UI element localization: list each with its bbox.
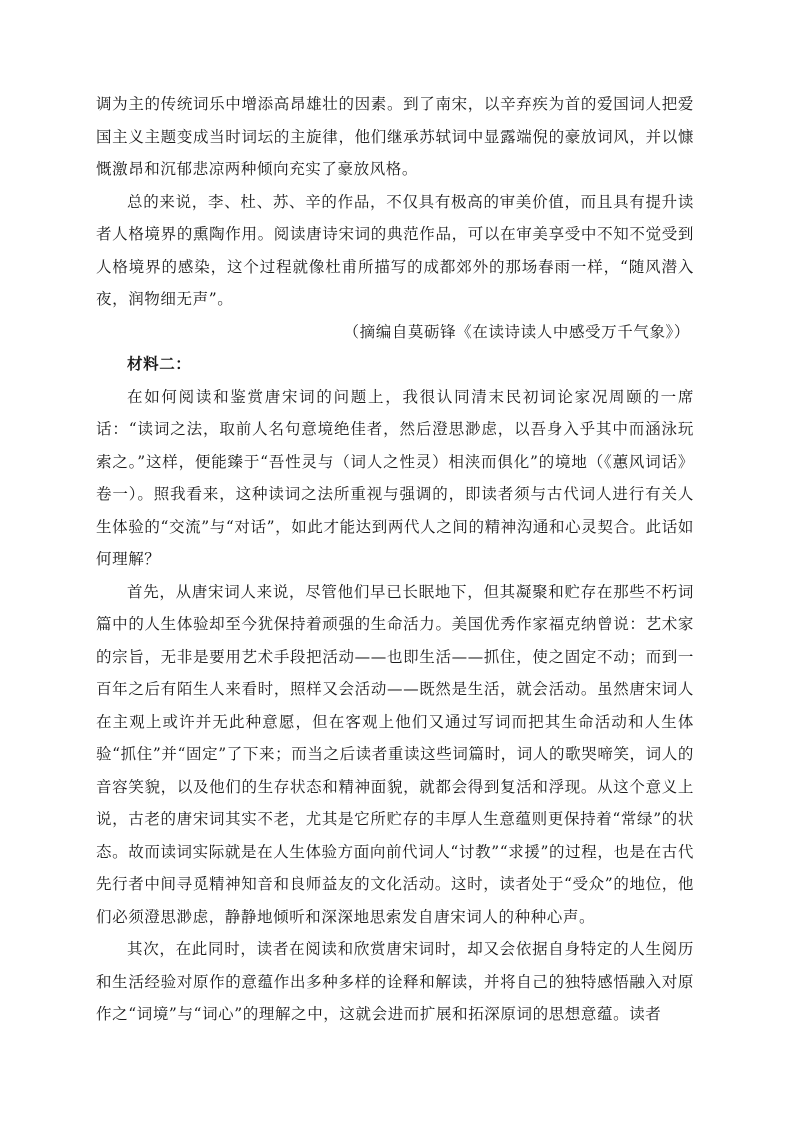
paragraph-first-point: 首先，从唐宋词人来说，尽管他们早已长眠地下，但其凝聚和贮存在那些不朽词篇中的人生体验却至今犹保持着顽强的生命活力。美国优秀作家福克纳曾说：艺术家的宗旨，无非是要用艺术手段把活动——也即生活——抓住，使之固定不动；而到一百年之后有陌生人来看时，照样又会活动——既然是生活，就会活动。虽然唐宋词人在主观上或许并无此种意愿，但在客观上他们又通过写词而把其生命活动和人生体验“抓住”并“固定”了下来；而当之后读者重读这些词篇时，词人的歌哭啼笑，词人的音容笑貌，以及他们的生存状态和精神面貌，就都会得到复活和浮现。从这个意义上说，古老的唐宋词其实不老，尤其是它所贮存的丰厚人生意蕴则更保持着“常绿”的状态。故而读词实际就是在人生体验方面向前代词人“讨教”“求援”的过程，也是在古代先行者中间寻觅精神知音和良师益友的文化活动。这时，读者处于“受众”的地位，他们必须澄思渺虑，静静地倾听和深深地思索发自唐宋词人的种种心声。 <box>96 582 694 926</box>
section-heading: 材料二： <box>127 355 192 373</box>
paragraph-summary: 总的来说，李、杜、苏、辛的作品，不仅具有极高的审美价值，而且具有提升读者人格境界的熏陶作用。阅读唐诗宋词的典范作品，可以在审美享受中不知不觉受到人格境界的感染，这个过程就像杜甫所描写的成都郊外的那场春雨一样，“随风潜入夜，润物细无声”。 <box>96 192 694 308</box>
paragraph-second-point: 其次，在此同时，读者在阅读和欣赏唐宋词时，却又会依据自身特定的人生阅历和生活经验对原作的意蕴作出多种多样的诠释和解读，并将自己的独特感悟融入对原作之“词境”与“词心”的理解之中，这就会进而扩展和拓深原词的思想意蕴。读者 <box>96 940 694 1023</box>
paragraph-continued: 调为主的传统词乐中增添高昂雄壮的因素。到了南宋，以辛弃疾为首的爱国词人把爱国主义主题变成当时词坛的主旋律，他们继承苏轼词中显露端倪的豪放词风，并以慷慨激昂和沉郁悲凉两种倾向充实了豪放风格。 <box>96 95 694 178</box>
paragraph-material-two-intro: 在如何阅读和鉴赏唐宋词的问题上，我很认同清末民初词论家况周颐的一席话：“读词之法，取前人名句意境绝佳者，然后澄思渺虑，以吾身入乎其中而涵泳玩索之。”这样，便能臻于“吾性灵与（词人之性灵）相浃而俱化”的境地（《蕙风词话》卷一）。照我看来，这种读词之法所重视与强调的，即读者须与古代词人进行有关人生体验的“交流”与“对话”，如此才能达到两代人之间的精神沟通和心灵契合。此话如何理解？ <box>96 387 694 568</box>
source-citation: （摘编自莫砺锋《在读诗读人中感受万千气象》） <box>343 322 690 341</box>
document-page <box>96 88 694 1031</box>
